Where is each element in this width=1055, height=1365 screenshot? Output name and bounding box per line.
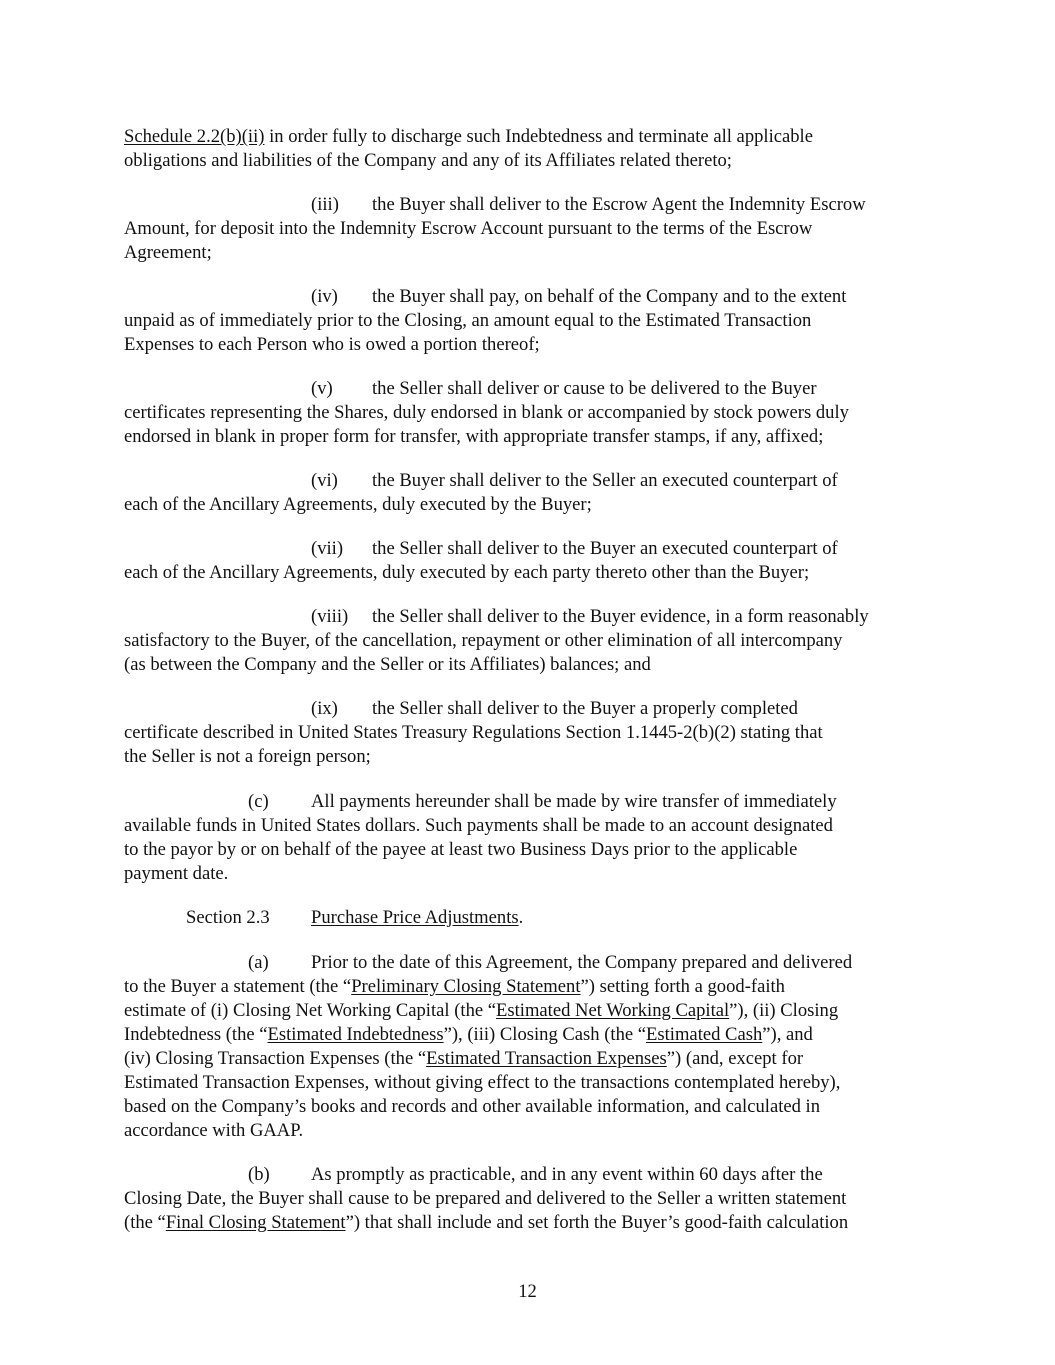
defined-term: Estimated Indebtedness [267,1024,444,1045]
paragraph-line: Prior to the date of this Agreement, the Company prepared and delivered [311,952,853,973]
defined-term: Preliminary Closing Statement [351,976,581,997]
paragraph-line: Expenses to each Person who is owed a portion thereof; [124,334,540,355]
paragraph-line: (as between the Company and the Seller or its Affiliates) balances; and [124,654,651,675]
page-number: 12 [518,1281,537,1302]
paragraph-line: (the “Final Closing Statement”) that shall include and set forth the Buyer’s good-faith calculation [124,1212,849,1233]
paragraph-line: satisfactory to the Buyer, of the cancellation, repayment or other elimination of all intercompany [124,630,843,651]
paragraph-line: the Seller shall deliver to the Buyer an executed counterpart of [372,538,838,559]
paragraph-line: the Buyer shall deliver to the Escrow Agent the Indemnity Escrow [372,194,866,215]
paragraph-line: the Buyer shall deliver to the Seller an executed counterpart of [372,470,838,491]
paragraph-line: estimate of (i) Closing Net Working Capital (the “Estimated Net Working Capital”), (ii) Closing [124,1000,839,1021]
clause-label: (viii) [311,606,349,627]
paragraph-line: payment date. [124,863,229,884]
paragraph-line: endorsed in blank in proper form for transfer, with appropriate transfer stamps, if any, affixed; [124,426,824,447]
paragraph-line: (iv) Closing Transaction Expenses (the “Estimated Transaction Expenses”) (and, except for [124,1048,804,1069]
paragraph-line: certificates representing the Shares, duly endorsed in blank or accompanied by stock powers duly [124,402,849,423]
paragraph-line: All payments hereunder shall be made by wire transfer of immediately [311,791,837,812]
paragraph-line: obligations and liabilities of the Company and any of its Affiliates related thereto; [124,150,732,171]
schedule-reference: Schedule 2.2(b)(ii) [124,126,265,147]
clause-label: (iv) [311,286,338,307]
paragraph-line: the Buyer shall pay, on behalf of the Company and to the extent [372,286,847,307]
defined-term: Estimated Transaction Expenses [426,1048,667,1069]
paragraph-line: the Seller shall deliver to the Buyer a properly completed [372,698,798,719]
defined-term: Estimated Cash [646,1024,763,1045]
clause-label: (ix) [311,698,338,719]
defined-term: Final Closing Statement [165,1212,346,1233]
paragraph-line: Agreement; [124,242,212,263]
clause-label: (v) [311,378,333,399]
paragraph-line: Amount, for deposit into the Indemnity Escrow Account pursuant to the terms of the Escrow [124,218,813,239]
paragraph-line: certificate described in United States Treasury Regulations Section 1.1445-2(b)(2) stating that [124,722,823,743]
paragraph-line: to the payor by or on behalf of the payee at least two Business Days prior to the applicable [124,839,798,860]
paragraph-line: available funds in United States dollars. Such payments shall be made to an account designated [124,815,833,836]
paragraph-line: the Seller is not a foreign person; [124,746,371,767]
paragraph-line: As promptly as practicable, and in any event within 60 days after the [311,1164,823,1185]
paragraph-line: Schedule 2.2(b)(ii) in order fully to discharge such Indebtedness and terminate all applicable [124,126,813,147]
clause-label: (vii) [311,538,344,559]
paragraph-line: Estimated Transaction Expenses, without giving effect to the transactions contemplated hereby), [124,1072,841,1093]
paragraph-line: each of the Ancillary Agreements, duly executed by each party thereto other than the Buyer; [124,562,810,583]
paragraph-line: to the Buyer a statement (the “Preliminary Closing Statement”) setting forth a good-faith [124,976,785,997]
clause-label: (vi) [311,470,338,491]
paragraph-line: the Seller shall deliver to the Buyer evidence, in a form reasonably [372,606,869,627]
section-number: Section 2.3 [186,907,270,928]
paragraph-line: Closing Date, the Buyer shall cause to be prepared and delivered to the Seller a written statement [124,1188,847,1209]
paragraph-line: the Seller shall deliver or cause to be delivered to the Buyer [372,378,817,399]
paragraph-line: Indebtedness (the “Estimated Indebtedness”), (iii) Closing Cash (the “Estimated Cash”), and [124,1024,813,1045]
paragraph-line: unpaid as of immediately prior to the Closing, an amount equal to the Estimated Transaction [124,310,812,331]
section-title: Purchase Price Adjustments [311,907,519,928]
paragraph-line: accordance with GAAP. [124,1120,304,1141]
defined-term: Estimated Net Working Capital [496,1000,730,1021]
clause-label: (iii) [311,194,339,215]
clause-label: (a) [248,952,269,973]
clause-label: (c) [248,791,269,812]
clause-label: (b) [248,1164,270,1185]
paragraph-line: each of the Ancillary Agreements, duly executed by the Buyer; [124,494,592,515]
section-heading: Purchase Price Adjustments. [311,907,524,928]
paragraph-line: based on the Company’s books and records and other available information, and calculated in [124,1096,821,1117]
